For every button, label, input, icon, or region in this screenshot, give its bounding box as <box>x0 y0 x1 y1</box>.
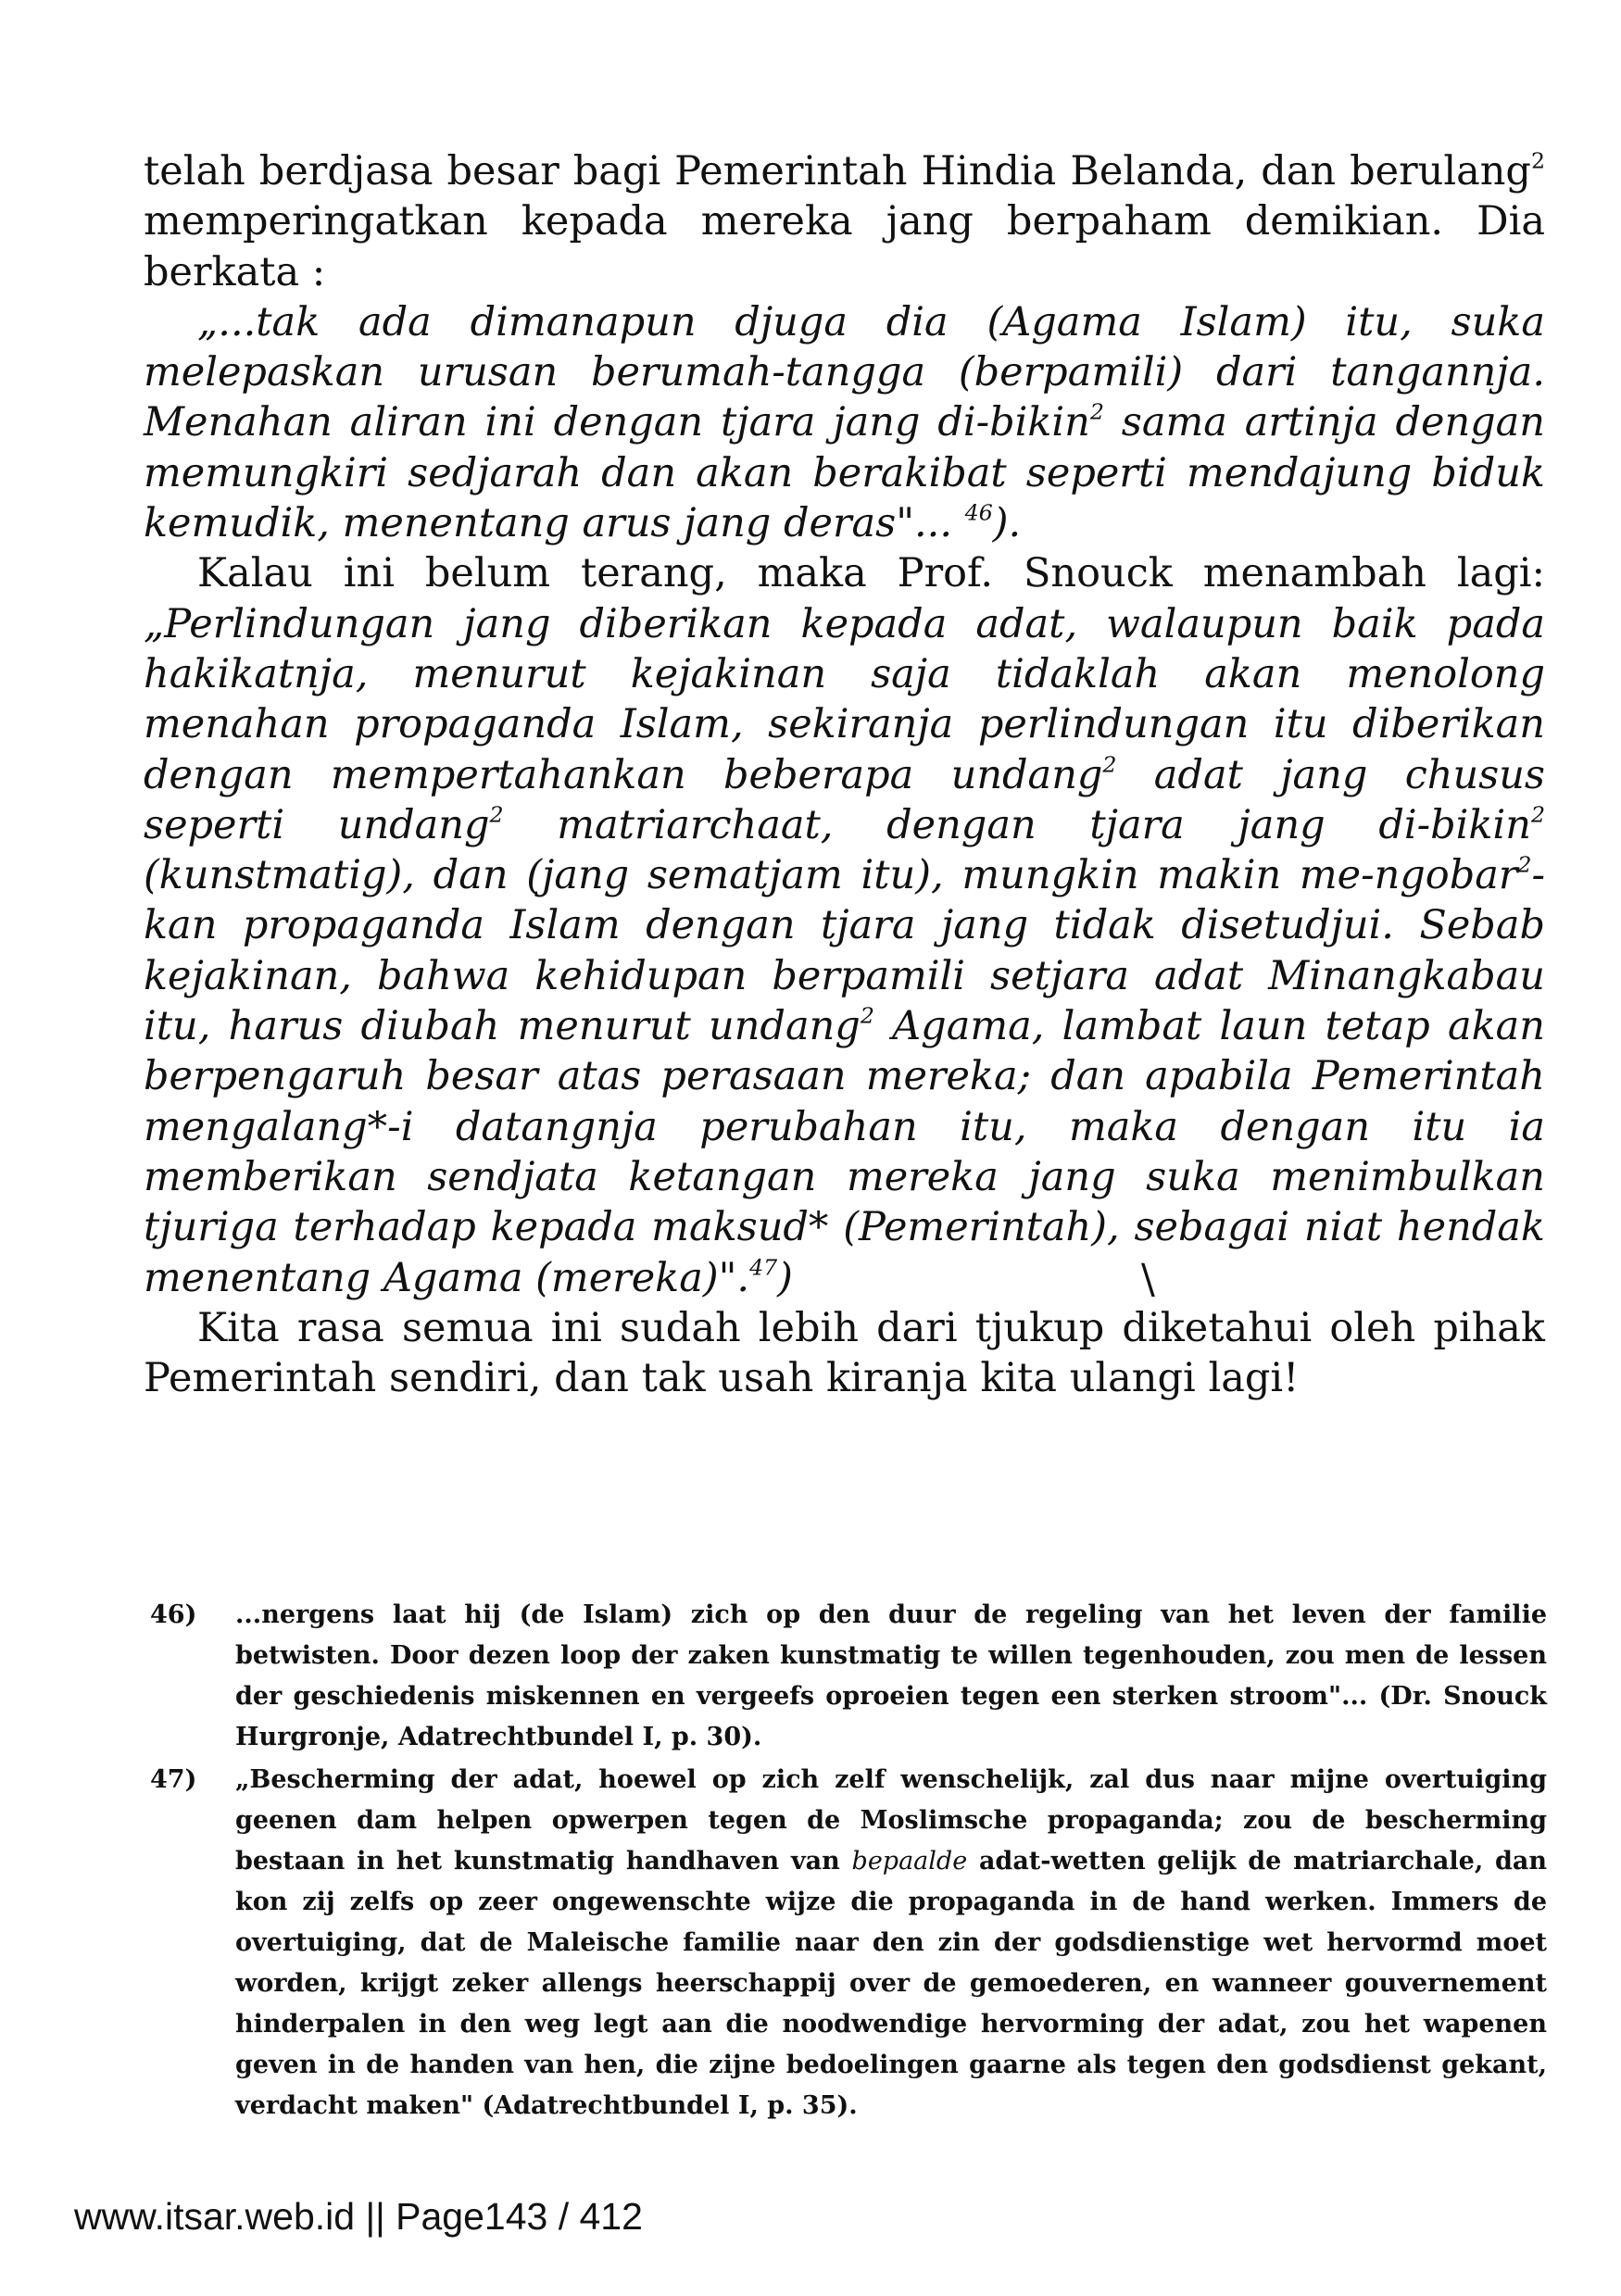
footnote-47 <box>150 1760 1547 2127</box>
footnote-text: ...nergens laat hij (de Islam) zich op den duur de regeling van het leven der familie betwisten. Door dezen loop der zaken kunstmatig te willen tegenhouden, zou men de lessen der geschiedenis miskennen en vergeefs oproeien tegen een sterken stroom"... (Dr. Snouck Hurgronje, Adatrechtbundel I, p. 30). <box>235 1600 1547 1751</box>
paragraph-3: Kita rasa semua ini sudah lebih dari tjukup diketahui oleh pihak Pemerintah sendiri, dan tak usah kiranja kita ulangi lagi! <box>144 1304 1545 1402</box>
footnotes <box>150 1595 1547 2128</box>
main-text <box>144 146 1545 1403</box>
footnote-46 <box>150 1595 1547 1758</box>
footnote-number: 46) <box>150 1600 197 1629</box>
footnote-number: 47) <box>150 1765 197 1794</box>
paragraph-1: telah berdjasa besar bagi Pemerintah Hindia Belanda, dan berulang$^2$ memperingatkan kepada mereka jang berpaham demikian. Dia berkata : <box>144 147 1545 295</box>
quote-2: „Perlindungan jang diberikan kepada adat, walaupun baik pada hakikatnja, menurut kejakinan saja tidaklah akan menolong menahan propaganda Islam, sekiranja perlindungan itu diberikan dengan mempertahankan beberapa undang$^2$ adat jang chusus seperti undang$^2$ matriarchaat, dengan tjara jang di-bikin$^2$ (kunstmatig), dan (jang sematjam itu), mungkin makin me-ngobar$^2$-kan propaganda Islam dengan tjara jang tidak disetudjui. Sebab kejakinan, bahwa kehidupan berpamili setjara adat Minangkabau itu, harus diubah menurut undang$^2$ Agama, lambat laun tetap akan berpengaruh besar atas perasaan mereka; dan apabila Pemerintah mengalang*-i datangnja perubahan itu, maka dengan itu ia memberikan sendjata ketangan mereka jang suka menimbulkan tjuriga terhadap kepada maksud* (Pemerintah), sebagai niat hendak menentang Agama (mereka)".$^{47}$) <box>144 600 1546 1301</box>
footnote-text: „Bescherming der adat, hoewel op zich zelf wenschelijk, zal dus naar mijne overtuiging geenen dam helpen opwerpen tegen de Moslimsche propaganda; zou de bescherming bestaan in het kunstmatig handhaven van bepaalde adat-wetten gelijk de matriarchale, dan kon zij zelfs op zeer ongewenschte wijze die propaganda in de hand werken. Immers de overtuiging, dat de Maleische familie naar den zin der godsdienstige wet hervormd moet worden, krijgt zeker allengs heerschappij over de gemoederen, en wanneer gouvernement hinderpalen in den weg legt aan die noodwendige hervorming der adat, zou het wapenen geven in de handen van hen, die zijne bedoelingen gaarne als tegen den godsdienst gekant, verdacht maken" (Adatrechtbundel I, p. 35). <box>235 1765 1547 2120</box>
quote-1: „...tak ada dimanapun djuga dia (Agama Islam) itu, suka melepaskan urusan berumah-tangga (berpamili) dari tangannja. Menahan aliran ini dengan tjara jang di-bikin$^2$ sama artinja dengan memungkiri sedjarah dan akan berakibat seperti mendajung biduk kemudik, menentang arus jang deras"... $^{46}$). <box>144 298 1546 547</box>
stray-mark: \ <box>1141 1256 1155 1303</box>
footnote-ref-46: 46 <box>964 499 993 526</box>
paragraph-2: Kalau ini belum terang, maka Prof. Snouck menambah lagi: „Perlindungan jang diberikan kepada adat, walaupun baik pada hakikatnja, menurut kejakinan saja tidaklah akan menolong menahan propaganda Islam, sekiranja perlindungan itu diberikan dengan mempertahankan beberapa undang$^2$ adat jang chusus seperti undang$^2$ matriarchaat, dengan tjara jang di-bikin$^2$ (kunstmatig), dan (jang sematjam itu), mungkin makin me-ngobar$^2$-kan propaganda Islam dengan tjara jang tidak disetudjui. Sebab kejakinan, bahwa kehidupan berpamili setjara adat Minangkabau itu, harus diubah menurut undang$^2$ Agama, lambat laun tetap akan berpengaruh besar atas perasaan mereka; dan apabila Pemerintah mengalang*-i datangnja perubahan itu, maka dengan itu ia memberikan sendjata ketangan mereka jang suka menimbulkan tjuriga terhadap kepada maksud* (Pemerintah), sebagai niat hendak menentang Agama (mereka)".$^{47}$) <box>144 550 1546 1301</box>
page-footer: www.itsar.web.id || Page143 / 412 <box>74 2195 643 2238</box>
footnote-ref-47: 47 <box>749 1253 778 1280</box>
